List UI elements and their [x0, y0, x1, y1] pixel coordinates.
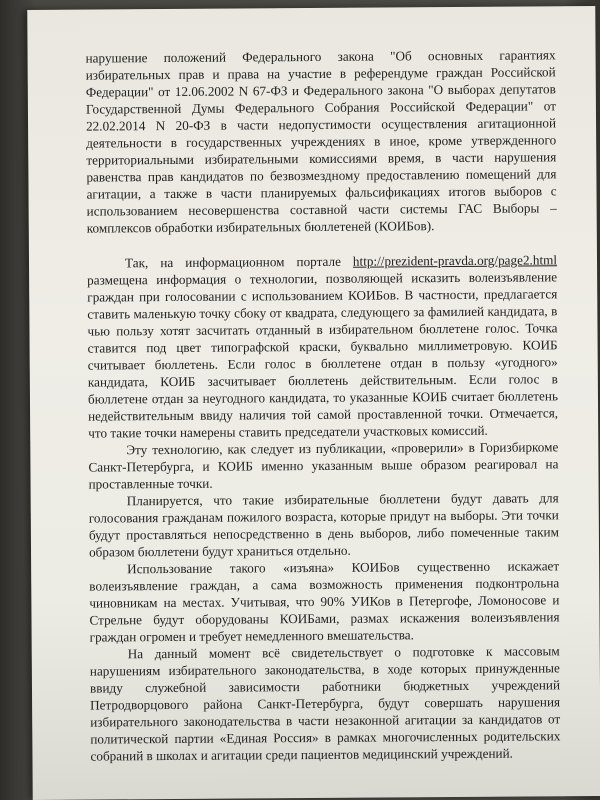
paragraph-6: На данный момент всё свидетельствует о подготовке к массовым нарушениям избирательного законодательства, в ходе которых принужденные ввиду служебной зависимости работники бюджетных учреждений Петродворцового района Санкт-Петербурга, будут совершать нарушения избирательного законодательства в части незаконной агитации за кандидатов от политической партии «Единая Россия» в рамках многочисленных родительских собраний в школах и агитации среди пациентов медицинский учреждений.	[89, 643, 561, 764]
paragraph-5: Использование такого «изъяна» КОИБов существенно искажает волеизъявление граждан, а сама возможность применения подконтрольна чиновникам на местах. Учитывая, что 90% УИКов в Петергофе, Ломоносове и Стрельне будут оборудованы КОИБами, размах искажения волеизъявления граждан огромен и требует немедленного вмешательства.	[89, 558, 560, 645]
paragraph-2-body: размещена информация о технологии, позволяющей исказить волеизъявление граждан при голосовании с использованием КОИБов. В частности, предлагается ставить маленькую точку сбоку от квадрата, следующего за фамилией кандидата, в чью пользу хотят засчитать отданный в избирательном бюллетене голос. Точка ставится под цвет типографской краски, буквально миллиметровую. КОИБ считывает бюллетень. Если голос в бюллетене отдан в пользу «угодного» кандидата, КОИБ засчитывает бюллетень действительным. Если голос в бюллетене отдан за неугодного кандидата, то указанные КОИБ считает бюллетень недействительным ввиду наличия той самой проставленной точки. Отмечается, что такие точки намерены ставить председатели участковых комиссий.	[87, 269, 559, 441]
document-page	[27, 6, 600, 800]
portal-link[interactable]: http://prezident-pravda.org/page2.html	[352, 252, 558, 269]
paragraph-2	[87, 251, 558, 441]
paragraph-1: нарушение положений Федерального закона "Об основных гарантиях избирательных прав и права на участие в референдуме граждан Российской Федерации" от 12.06.2002 N 67-ФЗ и Федерального закона "О выборах депутатов Государственной Думы Федерального Собрания Российской Федерации" от 22.02.2014 N 20-ФЗ в части недопустимости осуществления агитационной деятельности в государственных учреждениях в иное, кроме утвержденного территориальными избирательными комиссиями время, в части нарушения равенства прав кандидатов по безвозмездному предоставлению помещений для агитации, а также в части планируемых фальсификациях итогов выборов с использованием несовершенства составной части системы ГАС Выборы – комплексов обработки избирательных бюллетеней (КОИБов).	[85, 47, 557, 236]
document-body	[86, 46, 561, 764]
paragraph-2-intro: Так, на информационном портале	[124, 253, 353, 271]
paragraph-4: Планируется, что такие избирательные бюллетени будут давать для голосования гражданам пожилого возраста, которые придут на выборы. Эти точки будут проставляться непосредственно в день выборов, либо помеченные таким образом бюллетени будут храниться отдельно.	[88, 490, 559, 560]
paragraph-3: Эту технологию, как следует из публикации, «проверили» в Горизбиркоме Санкт-Петербурга, и КОИБ именно указанным выше образом реагировал на проставленные точки.	[88, 439, 559, 492]
